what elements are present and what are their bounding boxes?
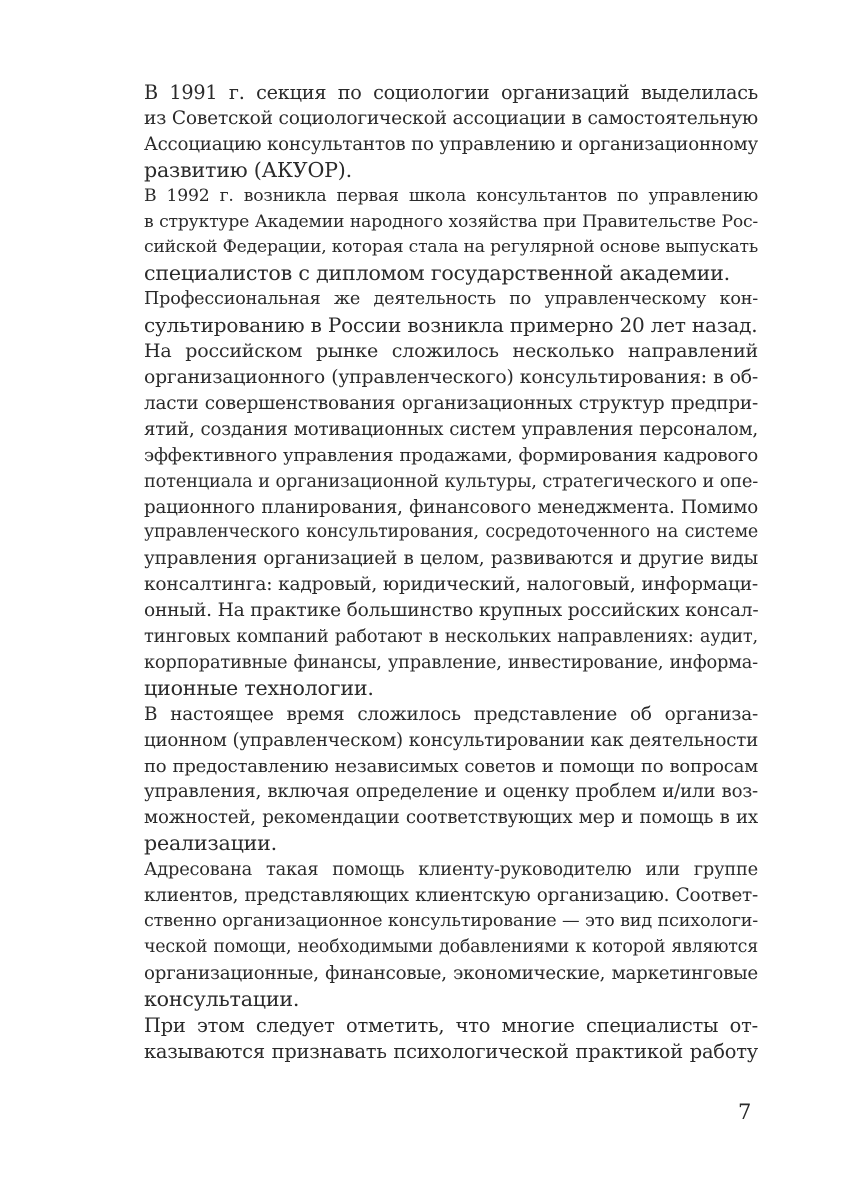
- paragraph-6: [106, 857, 758, 1012]
- text-line: ласти совершенствования организационных структур предпри-: [144, 392, 758, 414]
- text-line: управления организацией в целом, развиваются и другие виды: [144, 548, 758, 570]
- text-line: можностей, рекомендации соответствующих мер и помощь в их: [144, 807, 758, 829]
- text-line: организационного (управленческого) консультирования: в об-: [144, 366, 758, 388]
- text-line: В 1992 г. возникла первая школа консультантов по управлению: [144, 185, 758, 206]
- text-line: ческой помощи, необходимыми добавлениями к которой являются: [144, 936, 758, 957]
- page-number: 7: [738, 1100, 752, 1124]
- text-line: корпоративные финансы, управление, инвестирование, информа-: [144, 651, 758, 673]
- text-line: ятий, создания мотивационных систем управления персоналом,: [144, 418, 758, 440]
- text-line: реализации.: [144, 831, 278, 856]
- text-line: В 1991 г. секция по социологии организаций выделилась: [144, 81, 758, 104]
- text-line: консалтинга: кадровый, юридический, налоговый, информаци-: [144, 574, 758, 596]
- text-line: онный. На практике большинство крупных российских консал-: [144, 600, 759, 622]
- text-line: управленческого консультирования, сосредоточенного на системе: [144, 522, 758, 543]
- text-line: рационного планирования, финансового менеджмента. Помимо: [144, 496, 758, 518]
- paragraph-7: [106, 1013, 758, 1065]
- paragraph-1: [106, 80, 758, 184]
- text-line: Адресована такая помощь клиенту-руководителю или группе: [144, 859, 758, 881]
- text-line: специалистов с дипломом государственной академии.: [144, 261, 730, 286]
- paragraph-5: [106, 702, 758, 857]
- text-line: Профессиональная же деятельность по управленческому кон-: [144, 289, 758, 310]
- text-line: казываются признавать психологической практикой работу: [144, 1039, 758, 1063]
- text-line: ционном (управленческом) консультировании как деятельности: [144, 729, 758, 751]
- text-line: развитию (АКУОР).: [144, 157, 352, 182]
- text-line: ционные технологии.: [144, 675, 374, 700]
- text-line: тинговых компаний работают в нескольких направлениях: аудит,: [144, 626, 758, 648]
- paragraph-4: [106, 339, 758, 702]
- text-line: Ассоциацию консультантов по управлению и организационному: [144, 133, 758, 155]
- text-line: сультированию в России возникла примерно 20 лет назад.: [144, 313, 758, 338]
- text-line: При этом следует отметить, что многие специалисты от-: [144, 1013, 758, 1037]
- text-line: сийской Федерации, которая стала на регулярной основе выпускать: [144, 237, 758, 258]
- text-line: по предоставлению независимых советов и помощи по вопросам: [144, 755, 758, 777]
- text-line: потенциала и организационной культуры, стратегического и опе-: [144, 470, 758, 492]
- text-line: клиентов, представляющих клиентскую организацию. Соответ-: [144, 885, 758, 907]
- text-line: На российском рынке сложилось несколько направлений: [144, 340, 758, 363]
- text-line: в структуре Академии народного хозяйства при Правительстве Рос-: [144, 211, 758, 232]
- text-line: эффективного управления продажами, формирования кадрового: [144, 444, 758, 466]
- text-line: В настоящее время сложилось представление об организа-: [144, 703, 758, 725]
- text-line: организационные, финансовые, экономические, маркетинговые: [144, 962, 758, 984]
- text-line: управления, включая определение и оценку проблем и/или воз-: [144, 781, 758, 803]
- text-line: из Советской социологической ассоциации в самостоятельную: [144, 107, 758, 129]
- text-line: консультации.: [144, 986, 300, 1011]
- text-line: ственно организационное консультирование — это вид психологи-: [144, 911, 758, 931]
- page-body: [106, 80, 758, 1064]
- paragraph-2: [106, 184, 758, 288]
- paragraph-3: [106, 287, 758, 339]
